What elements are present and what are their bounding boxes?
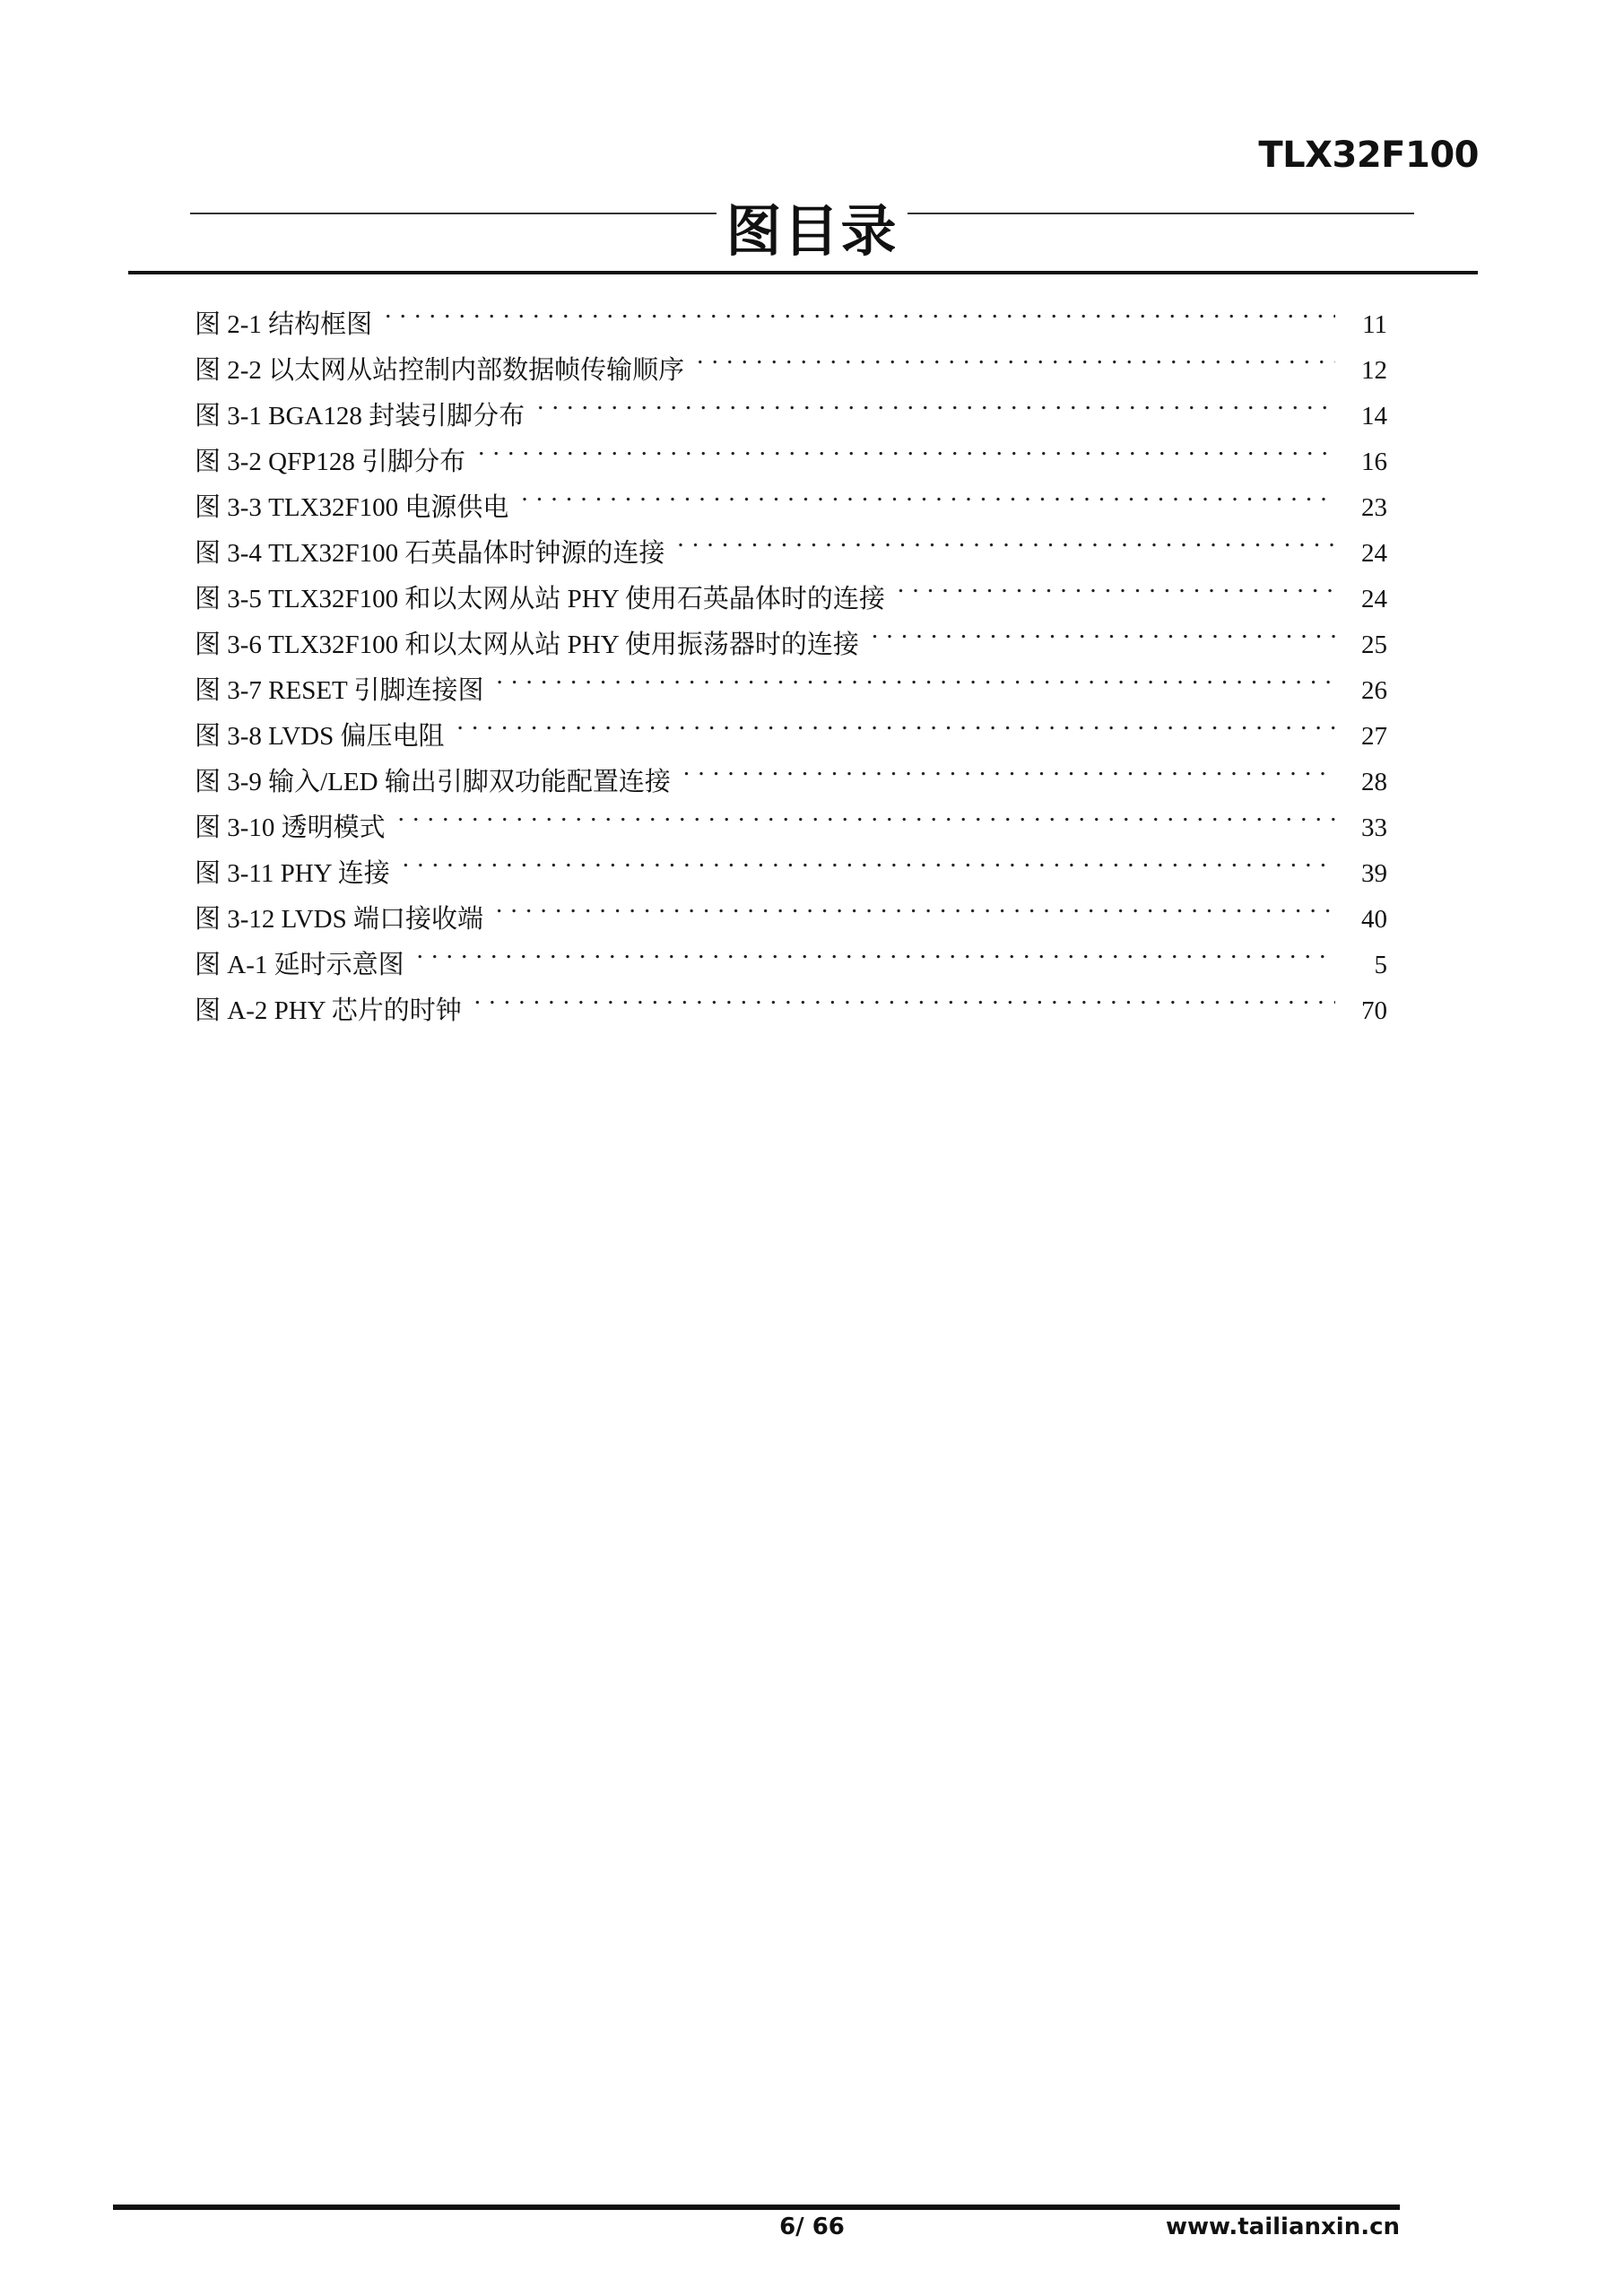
toc-entry-label: 图 3-11 PHY 连接 (195, 859, 390, 888)
toc-entry-page: 12 (1361, 356, 1387, 385)
toc-entry-page: 25 (1361, 631, 1387, 659)
toc-entry-label: 图 3-10 透明模式 (195, 813, 386, 842)
toc-entry-label: 图 3-12 LVDS 端口接收端 (195, 905, 483, 934)
toc-entry-page: 5 (1374, 951, 1387, 979)
toc-entry-page: 11 (1362, 310, 1387, 339)
toc-dot-leader (417, 927, 1335, 973)
page-title (0, 196, 1624, 267)
toc-dot-leader (478, 424, 1335, 470)
toc-entry-page: 26 (1361, 676, 1387, 705)
toc-entry-page: 23 (1361, 493, 1387, 522)
toc-entry-label: 图 3-9 输入/LED 输出引脚双功能配置连接 (195, 768, 671, 796)
toc-entry-page: 16 (1361, 448, 1387, 476)
toc-entry-label: 图 3-8 LVDS 偏压电阻 (195, 722, 445, 751)
toc-dot-leader (398, 790, 1335, 836)
toc-entry-label: 图 A-2 PHY 芯片的时钟 (195, 996, 462, 1025)
footer-divider (113, 2205, 1400, 2210)
toc-entry-page: 39 (1361, 859, 1387, 888)
toc-entry-label: 图 3-5 TLX32F100 和以太网从站 PHY 使用石英晶体时的连接 (195, 585, 885, 613)
toc-entry-page: 28 (1361, 768, 1387, 796)
toc-dot-leader (496, 882, 1335, 927)
title-divider (128, 271, 1478, 274)
toc-dot-leader (403, 836, 1335, 882)
toc-dot-leader (497, 653, 1336, 699)
toc-entry-label: 图 3-4 TLX32F100 石英晶体时钟源的连接 (195, 539, 665, 568)
page-title-text: 图目录 (716, 198, 907, 264)
toc-entry-label: 图 A-1 延时示意图 (195, 951, 404, 979)
document-header-title: TLX32F100 (1258, 135, 1479, 176)
toc-entry-label: 图 3-1 BGA128 封装引脚分布 (195, 402, 525, 430)
toc-entry-page: 33 (1361, 813, 1387, 842)
toc-dot-leader (683, 744, 1335, 790)
toc-entry[interactable] (195, 287, 1387, 339)
toc-entry-page: 40 (1361, 905, 1387, 934)
toc-dot-leader (456, 699, 1335, 744)
toc-dot-leader (898, 561, 1335, 607)
toc-entry-label: 图 3-2 QFP128 引脚分布 (195, 448, 466, 476)
toc-dot-leader (872, 607, 1335, 653)
toc-dot-leader (521, 470, 1335, 516)
toc-entry-page: 24 (1361, 539, 1387, 568)
toc-dot-leader (697, 333, 1335, 378)
footer-page-number: 6/ 66 (779, 2213, 845, 2240)
footer-website[interactable]: www.tailianxin.cn (1165, 2213, 1400, 2240)
toc-entry-page: 24 (1361, 585, 1387, 613)
toc-dot-leader (385, 287, 1335, 333)
toc-dot-leader (474, 973, 1335, 1019)
toc-entry-label: 图 2-2 以太网从站控制内部数据帧传输顺序 (195, 356, 685, 385)
toc-dot-leader (537, 378, 1335, 424)
toc-entry-label: 图 3-6 TLX32F100 和以太网从站 PHY 使用振荡器时的连接 (195, 631, 859, 659)
toc-entry-label: 图 2-1 结构框图 (195, 310, 373, 339)
toc-entry-label: 图 3-7 RESET 引脚连接图 (195, 676, 484, 705)
toc-dot-leader (677, 516, 1335, 561)
toc-entry-page: 14 (1361, 402, 1387, 430)
toc-entry-label: 图 3-3 TLX32F100 电源供电 (195, 493, 509, 522)
toc-entry-page: 70 (1361, 996, 1387, 1025)
toc-entry-page: 27 (1361, 722, 1387, 751)
figure-list (195, 287, 1387, 1025)
